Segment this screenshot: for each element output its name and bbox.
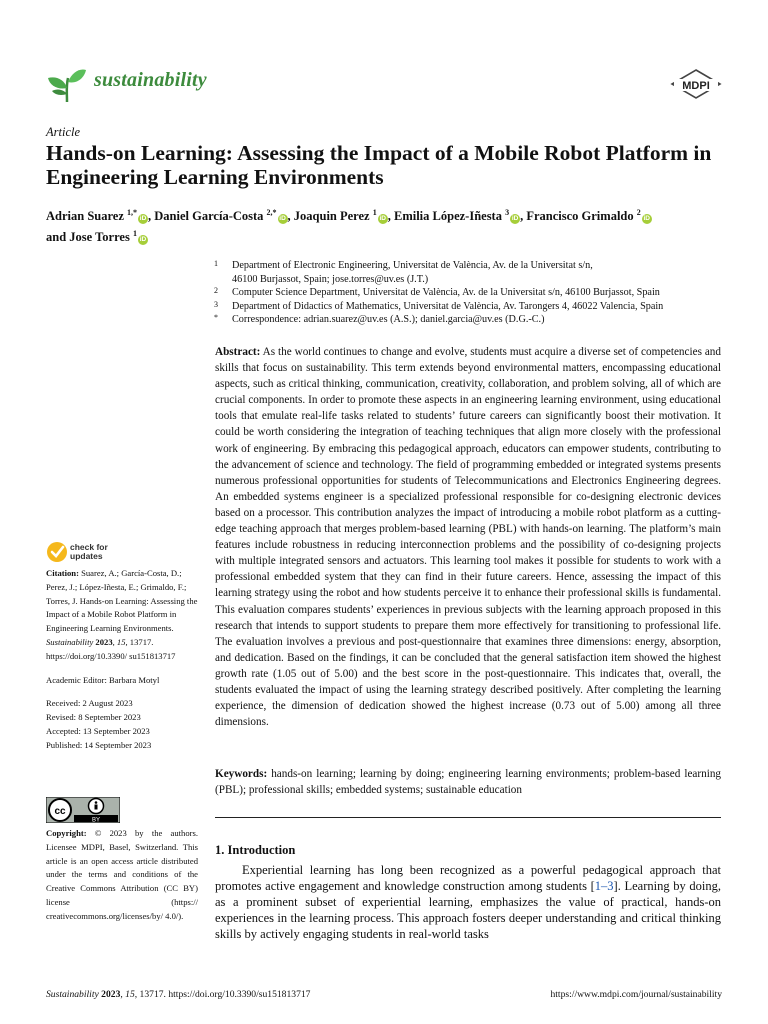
cc-by-license-icon[interactable]: [46, 797, 120, 823]
copyright-label: Copyright:: [46, 828, 87, 838]
footer-volume: 15: [125, 989, 135, 1000]
author-affiliation-marker: 1: [372, 208, 377, 217]
correspondence: [214, 313, 724, 327]
copyright-text: © 2023 by the authors. Licensee MDPI, Basel, Switzerland. This article is an open access article distributed under the terms and conditions of the Creative Commons Attribution (CC BY) license (https:// creativecommons.org/licenses/by/ 4.0/).: [46, 828, 198, 921]
orcid-icon[interactable]: iD: [511, 215, 519, 223]
orcid-icon[interactable]: iD: [379, 215, 386, 223]
citation-text: Suarez, A.; García-Costa, D.; Perez, J.; López-Iñesta, E.; Grimaldo, F.; Torres, J. Hands-on Learning: Assessing the Impact of a Mobile Robot Platform in Engineering Learning Environments.: [46, 568, 198, 634]
academic-editor: Academic Editor: Barbara Motyl: [46, 674, 160, 685]
author-affiliation-marker: 2,*: [266, 208, 277, 217]
affiliation-number: 1: [214, 259, 218, 268]
author-affiliation-marker: 1: [132, 229, 137, 239]
keywords-text: hands-on learning; learning by doing; engineering learning environments; problem-based learning (PBL); professional skills; embedded systems; sustainable education: [215, 768, 722, 797]
article-title: Hands-on Learning: Assessing the Impact of a Mobile Robot Platform in Engineering Learning Environments: [46, 141, 712, 189]
intro-text: Experiential learning has long been recognized as a powerful pedagogical approach that promotes active engagement and knowledge construction among students [: [215, 863, 721, 894]
revised-date: Revised: 8 September 2023: [46, 712, 141, 723]
citation-year: 2023: [95, 636, 113, 647]
svg-text:cc: cc: [54, 806, 66, 817]
keywords: [215, 766, 721, 798]
author-affiliation-marker: 2: [636, 208, 641, 217]
cc-badge-label: BY: [91, 817, 101, 823]
author-list: Adrian Suarez $^{1,*}$iD , Daniel García-Costa $^{2,*}$iD , Joaquin Perez $^1$iD , Emilia López-Iñesta $^3$iD , Francisco Grimaldo $^2$iD and Jose Torres $^1$iD: [46, 208, 650, 245]
article-type: Article: [46, 125, 81, 139]
affiliation-number: 2: [214, 286, 218, 296]
affiliation-item: [214, 286, 724, 300]
orcid-icon[interactable]: iD: [279, 215, 286, 223]
footer-doi[interactable]: 13717. https://doi.org/10.3390/su151813717: [139, 989, 311, 1000]
author-affiliation-marker: 1,*: [127, 208, 138, 217]
citation-volume: 15: [116, 636, 126, 647]
author-name: Adrian Suarez: [46, 209, 124, 224]
citation-label: Citation:: [46, 568, 79, 578]
publisher-name: MDPI: [682, 80, 710, 92]
received-date: Received: 2 August 2023: [46, 698, 133, 709]
intro-text: ]. Learning by doing, as a prominent subset of experiential learning, emphasizes the value of practical, hands-on experiences in the learning process. This approach fosters deeper understanding and critical thinking skills by actively engaging students in real-world tasks: [215, 879, 721, 942]
affiliation-item: [214, 259, 724, 286]
affiliations: [214, 259, 724, 327]
affiliation-text: Department of Electronic Engineering, Universitat de València, Av. de la Universitat s/n,: [232, 260, 593, 271]
abstract-label: Abstract:: [215, 346, 261, 358]
orcid-icon[interactable]: iD: [139, 215, 147, 223]
footer-year: 2023: [101, 989, 121, 1000]
footer-journal-url[interactable]: https://www.mdpi.com/journal/sustainability: [550, 989, 722, 1000]
author-name: Emilia López-Iñesta: [393, 209, 502, 224]
affiliation-item: [214, 300, 724, 314]
section-heading: 1. Introduction: [215, 843, 296, 857]
citation-doi[interactable]: 13717. https://doi.org/10.3390/ su151813717: [46, 636, 176, 661]
affiliation-text: Department of Didactics of Mathematics, Universitat de València, Av. Tarongers 4, 46022 Valencia, Spain: [232, 300, 664, 312]
author-name: Francisco Grimaldo: [526, 209, 634, 224]
author-name: Jose Torres: [69, 230, 130, 245]
keywords-label: Keywords:: [215, 768, 268, 780]
orcid-icon[interactable]: iD: [139, 236, 147, 244]
affiliation-number: 3: [214, 299, 218, 309]
orcid-icon[interactable]: iD: [643, 215, 650, 223]
check-for-updates-label[interactable]: [70, 543, 108, 560]
abstract-text: As the world continues to change and evolve, students must acquire a diverse set of competencies and skills that focus on sustainability. This term extends beyond environmental matters, encompassing educational aspects, such as critical thinking, communication, creativity, collaboration, and problem solving, all of which are crucial components. In order to promote these aspects in an engineering learning environment, using educational tools that emulate real-life tasks related to students’ future careers can significantly boost their motivation. It could be worth considering the integration of teaching techniques that align more closely with the professional work of engineering. By embracing this pedagogical approach, educators can empower students, contributing to the advancement of science and technology. The field of programming embedded or integrated systems presents numerous professional opportunities for students of Telecommunications and Electronics Engineering degrees. An embedded systems engineer is a specialized professional responsible for co-designing electronic devices based on a processor. This contribution analyzes the impact of introducing a mobile robot platform as a cutting-edge teaching approach that merges problem-based learning (PBL) with hands-on learning. The platform’s main features include robustness in reducing interconnection problems and the possibility of co-designing projects with multiple integrated sensors and actuators. This learning tool makes it possible for students to work with a professional embedded system that they can find in their future careers. Hence, assessing the impact of this learning strategy using the robot and how students perceive it to enhance their professional skills is fundamental. This evaluation compares students’ experiences in previous subjects with the learning approach proposed in this research that intends to support students to prepare them more effectively for transitioning to professional life. The evaluation involves a previous and post-questionnaire that examines three dimensions: energy, absorption, and dedication. Based on the findings, it can be concluded that the general satisfaction item showed the highest growth rate (1.05 out of 5.00) and the best score in the post-questionnaire. This indicates that, overall, the students evaluated the impact of using the learning strategy described positively. After completing the learning experience, the dimension of dedication showed the highest increase (0.73 out of 5.00) among all three dimensions.: [215, 346, 721, 729]
section-divider: [215, 817, 721, 818]
affiliation-number: *: [214, 313, 218, 323]
published-date: Published: 14 September 2023: [46, 739, 152, 750]
author-name: Daniel García-Costa: [154, 209, 264, 224]
sprout-icon: [46, 66, 88, 104]
author-affiliation-marker: 3: [505, 208, 510, 217]
citation: Citation: Suarez, A.; García-Costa, D.; Perez, J.; López-Iñesta, E.; Grimaldo, F.; Torres, J. Hands-on Learning: Assessing the Impact of a Mobile Robot Platform in Engineering Learning Environments. Sustainability 2023, 15, 13717. https://doi.org/10.3390/ su151813717: [46, 568, 198, 661]
correspondence-text: Correspondence: adrian.suarez@uv.es (A.S.); daniel.garcia@uv.es (D.G.-C.): [232, 314, 545, 326]
citation-journal: Sustainability: [46, 636, 94, 647]
journal-name: sustainability: [94, 69, 207, 91]
introduction-paragraph: [215, 862, 721, 942]
abstract: [215, 344, 721, 730]
check-updates-text: updates: [70, 550, 103, 561]
author-name: Joaquin Perez: [293, 209, 370, 224]
affiliation-text: Computer Science Department, Universitat de València, Av. de la Universitat s/n, 46100 Burjassot, Spain: [232, 287, 660, 299]
footer-journal: Sustainability: [46, 989, 99, 1000]
accepted-date: Accepted: 13 September 2023: [46, 725, 150, 736]
article-sidebar: [46, 567, 202, 753]
footer-citation: Sustainability 2023, 15, 13717. https://doi.org/10.3390/su151813717: [46, 989, 311, 1000]
check-updates-text: check for: [70, 542, 108, 552]
citation-link[interactable]: 1–3: [594, 879, 614, 894]
copyright-notice: [46, 827, 198, 924]
mdpi-logo[interactable]: [668, 68, 724, 102]
affiliation-text: 46100 Burjassot, Spain; jose.torres@uv.es (J.T.): [232, 273, 429, 285]
